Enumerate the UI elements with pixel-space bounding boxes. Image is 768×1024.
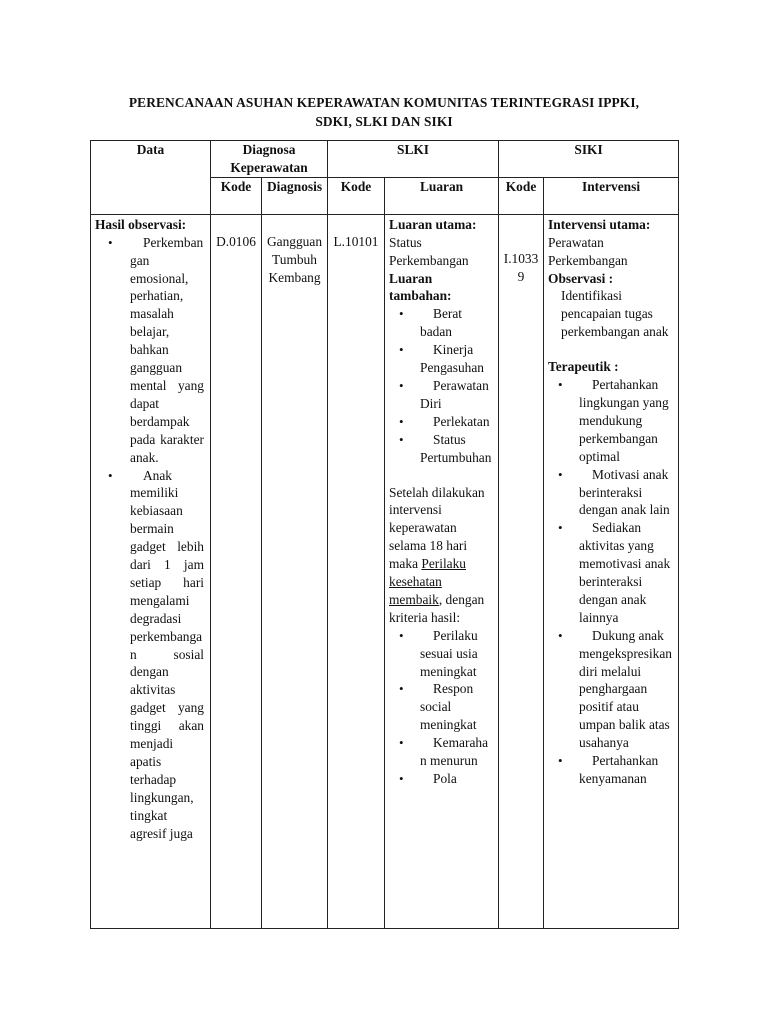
intervensi-cell <box>544 214 679 928</box>
slki-kode-cell <box>328 214 385 928</box>
luaran-tambahan-item: • Berat badan <box>389 305 494 341</box>
luaran-tambahan-item: • Perawatan Diri <box>389 377 494 413</box>
kriteria-item: • Respon social meningkat <box>389 680 494 734</box>
luaran-utama-text: Status Perkembangan <box>389 234 469 268</box>
observasi-text: Identifikasi pencapaian tugas perkembangan anak <box>561 288 669 340</box>
diagnosa-nama-cell <box>262 214 328 928</box>
slki-kode: L.10101 <box>333 233 379 249</box>
header-kode-diagnosa: Kode <box>211 177 262 214</box>
header-data: Data <box>91 141 211 215</box>
care-plan-table <box>90 140 679 929</box>
terapeutik-item: • Sediakan aktivitas yang memotivasi anak berinteraksi dengan anak lainnya <box>548 519 674 626</box>
terapeutik-item: • Motivasi anak berinteraksi dengan anak lain <box>548 466 674 520</box>
header-kode-siki: Kode <box>499 177 544 214</box>
header-intervensi: Intervensi <box>544 177 679 214</box>
header-slki: SLKI <box>328 141 499 178</box>
luaran-tambahan-heading: Luaran tambahan: <box>389 270 452 304</box>
terapeutik-list <box>548 376 674 788</box>
diagnosa-nama: Gangguan Tumbuh Kembang <box>266 233 323 285</box>
header-row-1 <box>91 141 679 178</box>
data-heading: Hasil observasi: <box>95 216 187 232</box>
data-list <box>95 234 206 843</box>
data-cell <box>91 214 211 928</box>
header-kode-slki: Kode <box>328 177 385 214</box>
luaran-utama-heading: Luaran utama: <box>389 216 477 232</box>
data-item-2: • Anak memiliki kebiasaan bermain gadget lebih dari 1 jam setiap hari mengalami degradasi perkembangan sosial dengan aktivitas gadget yang tinggi akan menjadi apatis terhadap lingkungan, tingkat agresif juga <box>95 467 206 843</box>
terapeutik-heading: Terapeutik : <box>548 359 619 375</box>
luaran-tambahan-list <box>389 305 494 466</box>
kriteria-item: • Pola <box>389 770 494 788</box>
terapeutik-item: • Pertahankan kenyamanan <box>548 752 674 788</box>
content-row <box>91 214 679 928</box>
luaran-perilaku-link: Perilaku kesehatan membaik <box>389 556 466 607</box>
intervensi-utama-text: Perawatan Perkembangan <box>548 234 628 268</box>
document-title <box>60 93 708 131</box>
luaran-tambahan-item: • Kinerja Pengasuhan <box>389 341 494 377</box>
siki-kode: I.10339 <box>503 250 539 284</box>
luaran-setelah-paragraph: Setelah dilakukan intervensi keperawatan selama 18 hari maka Perilaku kesehatan membaik, dengan kriteria hasil: <box>389 484 485 625</box>
diagnosa-kode-cell <box>211 214 262 928</box>
luaran-cell <box>385 214 499 928</box>
kriteria-item: • Kemarahan menurun <box>389 734 494 770</box>
siki-kode-cell <box>499 214 544 928</box>
diagnosa-kode: D.0106 <box>216 233 256 249</box>
kriteria-list <box>389 627 494 788</box>
terapeutik-item: • Pertahankan lingkungan yang mendukung perkembangan optimal <box>548 376 674 466</box>
data-item-1: • Perkembangan emosional, perhatian, masalah belajar, bahkan gangguan mental yang dapat berdampak pada karakter anak. <box>95 234 206 467</box>
title-line-1: PERENCANAAN ASUHAN KEPERAWATAN KOMUNITAS TERINTEGRASI IPPKI, <box>128 95 640 110</box>
luaran-tambahan-item: • Perlekatan <box>389 413 494 431</box>
intervensi-utama-heading: Intervensi utama: <box>548 216 651 232</box>
observasi-heading: Observasi : <box>548 270 614 286</box>
header-diagnosis: Diagnosis <box>262 177 328 214</box>
luaran-tambahan-item: • Status Pertumbuhan <box>389 431 494 467</box>
header-luaran: Luaran <box>385 177 499 214</box>
header-diagnosa: Diagnosa Keperawatan <box>211 141 328 178</box>
title-line-2: SDKI, SLKI DAN SIKI <box>315 114 453 129</box>
terapeutik-item: • Dukung anak mengekspresikan diri melalui penghargaan positif atau umpan balik atas usahanya <box>548 627 674 752</box>
kriteria-item: • Perilaku sesuai usia meningkat <box>389 627 494 681</box>
header-siki: SIKI <box>499 141 679 178</box>
